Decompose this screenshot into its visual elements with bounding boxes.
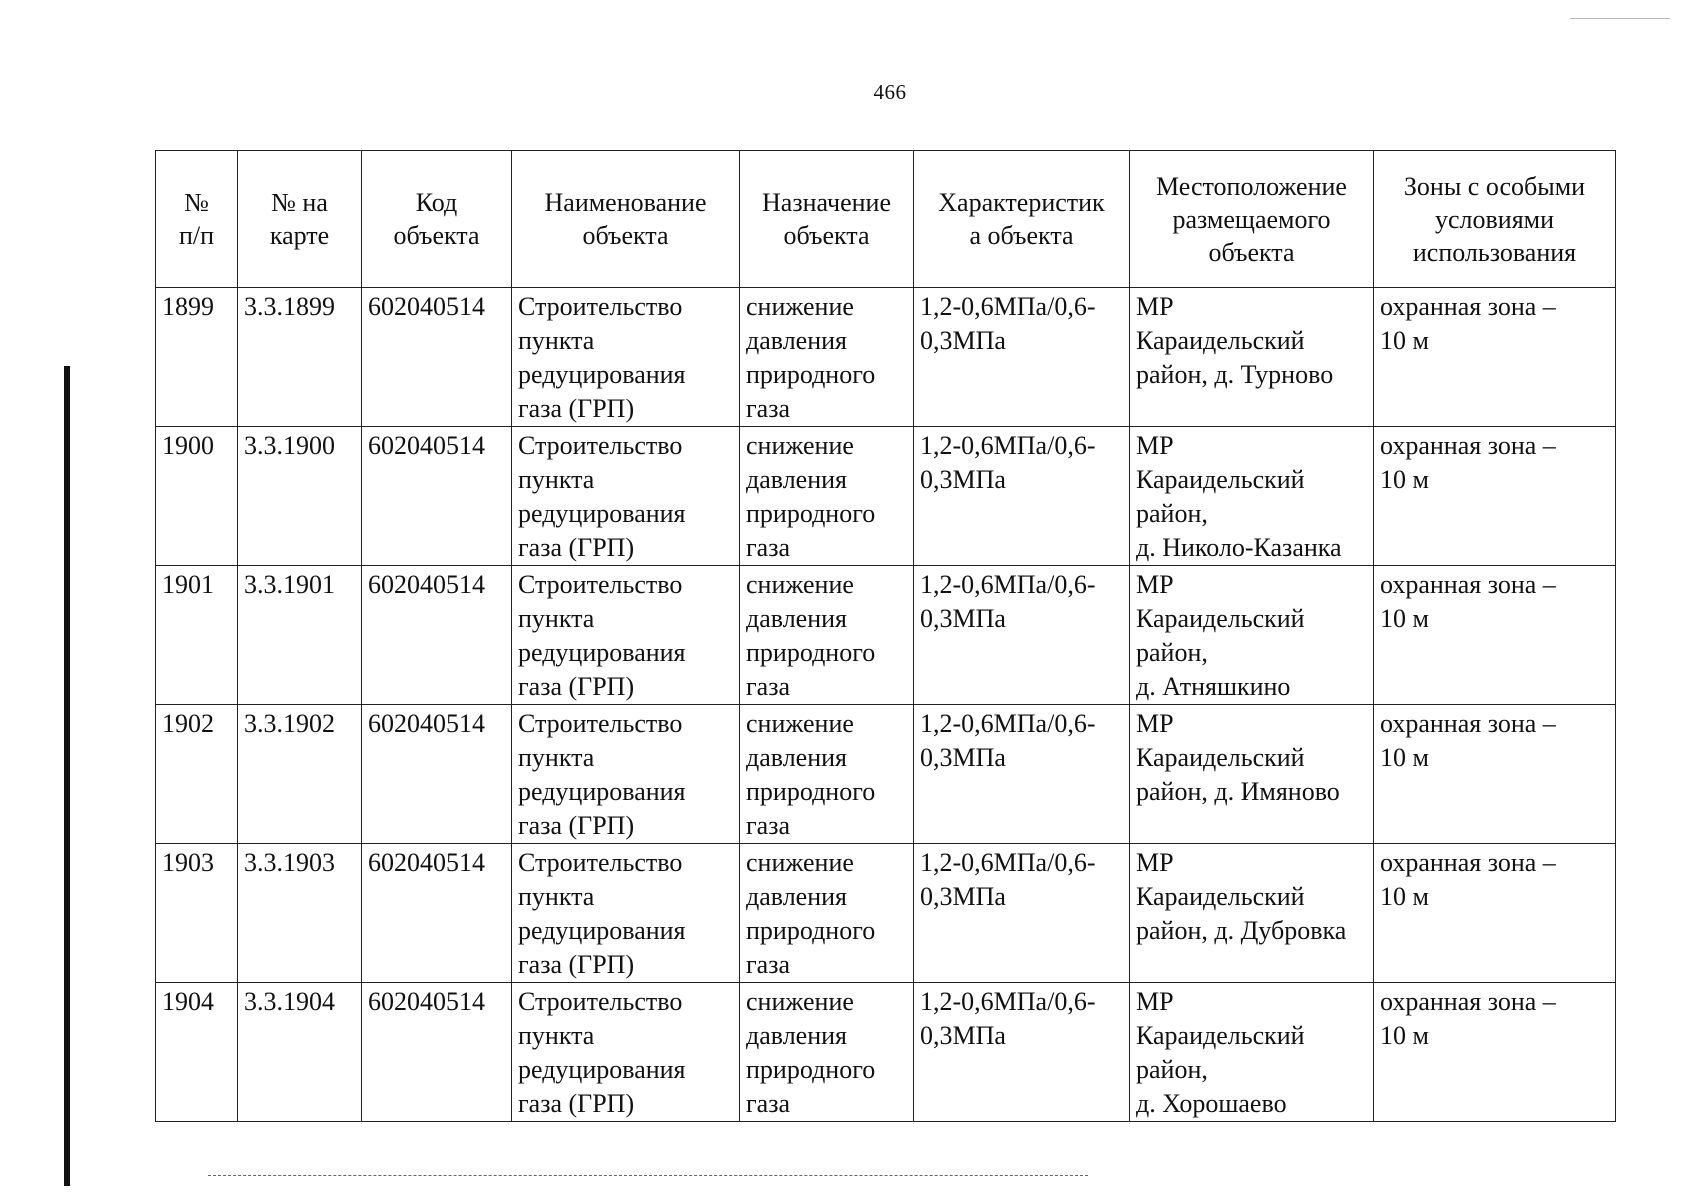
cell-purpose: снижение давления природного газа	[740, 983, 914, 1122]
cell-location: МР Караидельский район, д. Атняшкино	[1130, 566, 1374, 705]
cell-characteristic: 1,2-0,6МПа/0,6- 0,3МПа	[914, 844, 1130, 983]
cell-location: МР Караидельский район, д. Турново	[1130, 288, 1374, 427]
cell-num: 1902	[156, 705, 238, 844]
header-code: Код объекта	[362, 151, 512, 288]
cell-map: 3.3.1900	[238, 427, 362, 566]
cell-name: Строительство пункта редуцирования газа (ГРП)	[512, 427, 740, 566]
cell-name: Строительство пункта редуцирования газа (ГРП)	[512, 288, 740, 427]
cell-code: 602040514	[362, 427, 512, 566]
cell-purpose: снижение давления природного газа	[740, 288, 914, 427]
header-map: № на карте	[238, 151, 362, 288]
cell-zone: охранная зона – 10 м	[1374, 983, 1616, 1122]
cell-purpose: снижение давления природного газа	[740, 566, 914, 705]
cell-characteristic: 1,2-0,6МПа/0,6- 0,3МПа	[914, 288, 1130, 427]
cell-zone: охранная зона – 10 м	[1374, 288, 1616, 427]
cell-num: 1903	[156, 844, 238, 983]
table-row	[156, 844, 1616, 983]
cell-map: 3.3.1903	[238, 844, 362, 983]
cell-map: 3.3.1901	[238, 566, 362, 705]
cell-map: 3.3.1902	[238, 705, 362, 844]
cell-map: 3.3.1904	[238, 983, 362, 1122]
header-zones: Зоны с особыми условиями использования	[1374, 151, 1616, 288]
cell-zone: охранная зона – 10 м	[1374, 705, 1616, 844]
header-num: № п/п	[156, 151, 238, 288]
table-row	[156, 427, 1616, 566]
cell-num: 1900	[156, 427, 238, 566]
cell-location: МР Караидельский район, д. Дубровка	[1130, 844, 1374, 983]
cell-num: 1904	[156, 983, 238, 1122]
cell-characteristic: 1,2-0,6МПа/0,6- 0,3МПа	[914, 566, 1130, 705]
cell-code: 602040514	[362, 844, 512, 983]
cell-location: МР Караидельский район, д. Хорошаево	[1130, 983, 1374, 1122]
scan-artifact-left-bar	[64, 366, 70, 1186]
cell-code: 602040514	[362, 288, 512, 427]
cell-code: 602040514	[362, 566, 512, 705]
cell-name: Строительство пункта редуцирования газа (ГРП)	[512, 844, 740, 983]
table-row	[156, 705, 1616, 844]
cell-location: МР Караидельский район, д. Николо-Казанка	[1130, 427, 1374, 566]
cell-name: Строительство пункта редуцирования газа (ГРП)	[512, 705, 740, 844]
cell-num: 1899	[156, 288, 238, 427]
scan-artifact-bottom-line	[208, 1175, 1088, 1176]
cell-num: 1901	[156, 566, 238, 705]
cell-characteristic: 1,2-0,6МПа/0,6- 0,3МПа	[914, 983, 1130, 1122]
cell-name: Строительство пункта редуцирования газа (ГРП)	[512, 566, 740, 705]
cell-characteristic: 1,2-0,6МПа/0,6- 0,3МПа	[914, 705, 1130, 844]
cell-code: 602040514	[362, 705, 512, 844]
cell-map: 3.3.1899	[238, 288, 362, 427]
cell-code: 602040514	[362, 983, 512, 1122]
header-location: Местоположение размещаемого объекта	[1130, 151, 1374, 288]
scan-artifact-top-line	[1570, 18, 1670, 19]
table-header-row	[156, 151, 1616, 288]
cell-name: Строительство пункта редуцирования газа (ГРП)	[512, 983, 740, 1122]
cell-characteristic: 1,2-0,6МПа/0,6- 0,3МПа	[914, 427, 1130, 566]
page-number: 466	[873, 80, 907, 104]
objects-table	[155, 150, 1616, 1122]
table-row	[156, 566, 1616, 705]
cell-zone: охранная зона – 10 м	[1374, 844, 1616, 983]
cell-purpose: снижение давления природного газа	[740, 427, 914, 566]
table-row	[156, 983, 1616, 1122]
header-name: Наименование объекта	[512, 151, 740, 288]
header-characteristic: Характеристик а объекта	[914, 151, 1130, 288]
cell-purpose: снижение давления природного газа	[740, 705, 914, 844]
cell-purpose: снижение давления природного газа	[740, 844, 914, 983]
cell-location: МР Караидельский район, д. Имяново	[1130, 705, 1374, 844]
table-row	[156, 288, 1616, 427]
header-purpose: Назначение объекта	[740, 151, 914, 288]
cell-zone: охранная зона – 10 м	[1374, 566, 1616, 705]
cell-zone: охранная зона – 10 м	[1374, 427, 1616, 566]
